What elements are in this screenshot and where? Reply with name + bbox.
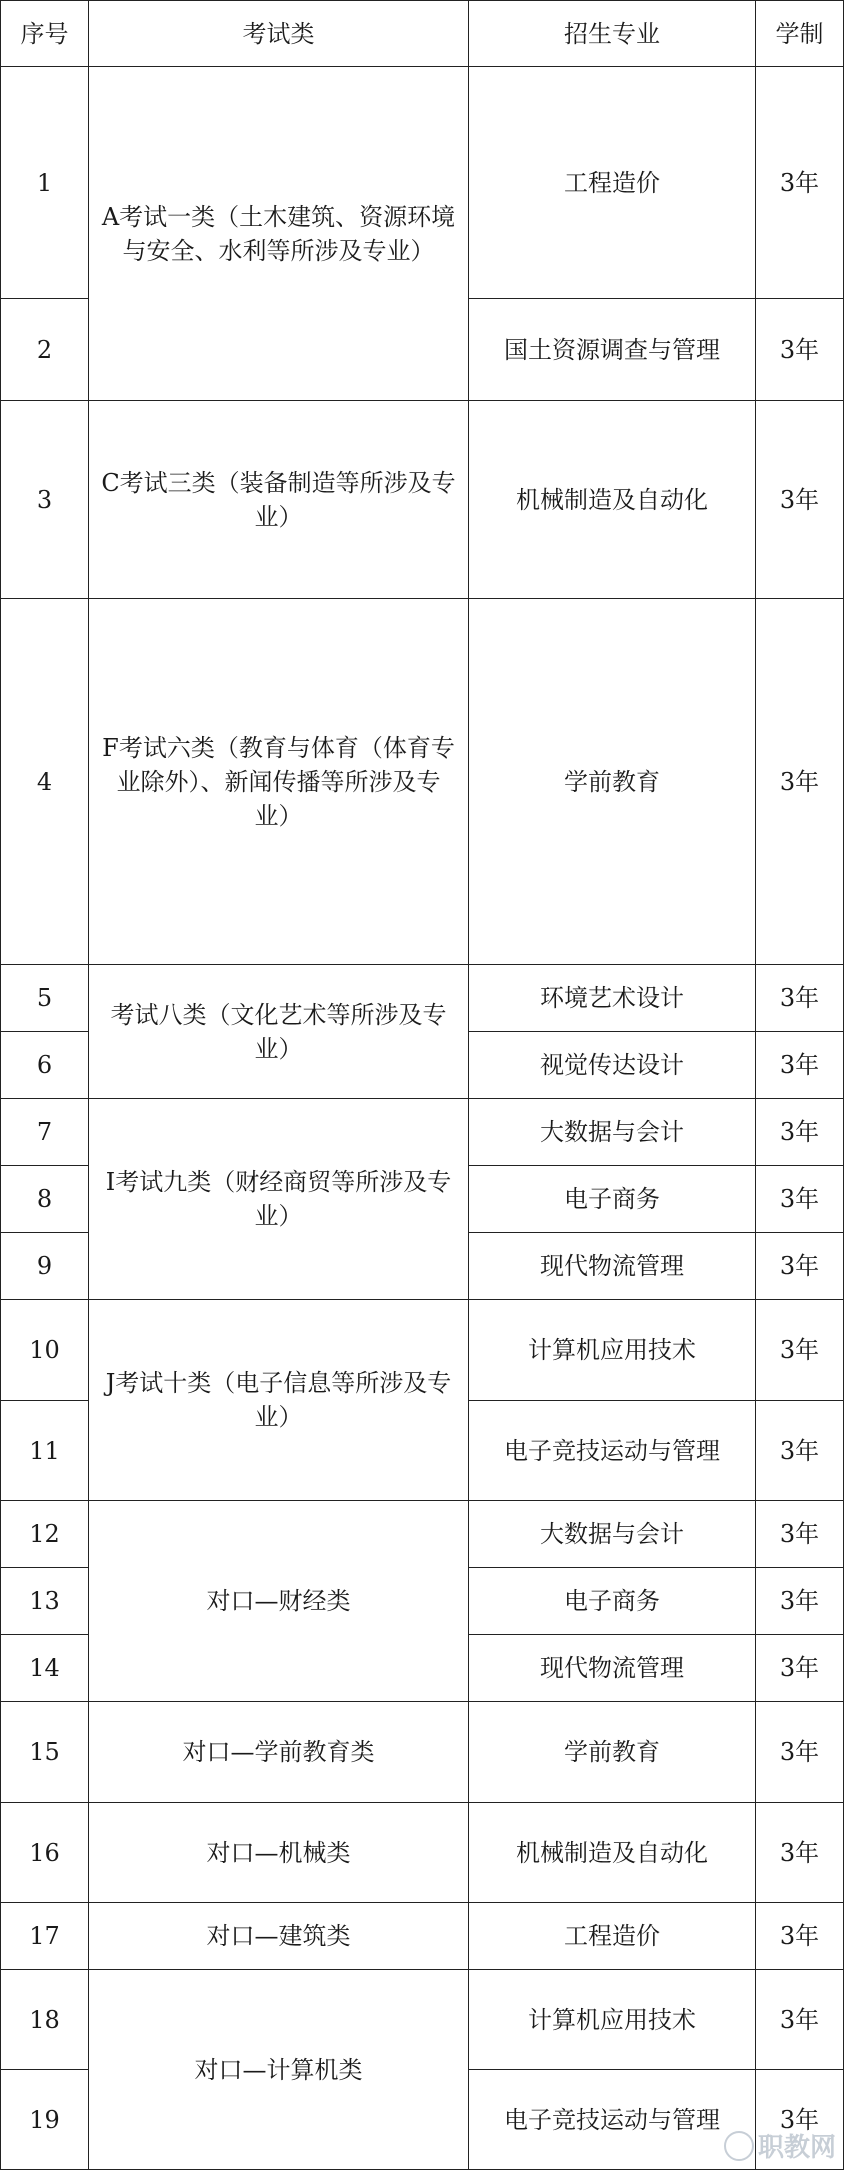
study-years: 3年 [756, 1501, 844, 1568]
table-row [1, 1970, 844, 2070]
study-years: 3年 [756, 1803, 844, 1903]
row-index: 9 [1, 1233, 89, 1300]
major-name: 机械制造及自动化 [469, 1803, 756, 1903]
study-years: 3年 [756, 1970, 844, 2070]
table-row [1, 1501, 844, 1568]
exam-category: 对口—学前教育类 [89, 1702, 469, 1803]
exam-category: 对口—机械类 [89, 1803, 469, 1903]
major-name: 国土资源调查与管理 [469, 299, 756, 401]
major-name: 计算机应用技术 [469, 1970, 756, 2070]
major-name: 视觉传达设计 [469, 1032, 756, 1099]
row-index: 19 [1, 2070, 89, 2170]
study-years: 3年 [756, 599, 844, 965]
exam-category: I考试九类（财经商贸等所涉及专业） [89, 1099, 469, 1300]
major-name: 电子商务 [469, 1166, 756, 1233]
major-name: 电子竞技运动与管理 [469, 2070, 756, 2170]
row-index: 18 [1, 1970, 89, 2070]
study-years: 3年 [756, 2070, 844, 2170]
table-row [1, 67, 844, 299]
major-name: 电子竞技运动与管理 [469, 1401, 756, 1501]
row-index: 17 [1, 1903, 89, 1970]
exam-category: J考试十类（电子信息等所涉及专业） [89, 1300, 469, 1501]
table-header-row [1, 1, 844, 67]
study-years: 3年 [756, 67, 844, 299]
study-years: 3年 [756, 1635, 844, 1702]
major-name: 电子商务 [469, 1568, 756, 1635]
study-years: 3年 [756, 299, 844, 401]
exam-category: 对口—计算机类 [89, 1970, 469, 2170]
header-years: 学制 [756, 1, 844, 67]
exam-category: A考试一类（土木建筑、资源环境与安全、水利等所涉及专业） [89, 67, 469, 401]
table-row [1, 1803, 844, 1903]
study-years: 3年 [756, 1300, 844, 1401]
major-name: 大数据与会计 [469, 1099, 756, 1166]
header-major: 招生专业 [469, 1, 756, 67]
row-index: 5 [1, 965, 89, 1032]
study-years: 3年 [756, 401, 844, 599]
exam-category: F考试六类（教育与体育（体育专业除外）、新闻传播等所涉及专业） [89, 599, 469, 965]
row-index: 15 [1, 1702, 89, 1803]
exam-category: 考试八类（文化艺术等所涉及专业） [89, 965, 469, 1099]
row-index: 1 [1, 67, 89, 299]
row-index: 16 [1, 1803, 89, 1903]
site-watermark [724, 2127, 836, 2164]
major-name: 计算机应用技术 [469, 1300, 756, 1401]
major-name: 大数据与会计 [469, 1501, 756, 1568]
study-years: 3年 [756, 1233, 844, 1300]
row-index: 4 [1, 599, 89, 965]
exam-category: 对口—建筑类 [89, 1903, 469, 1970]
study-years: 3年 [756, 965, 844, 1032]
major-name: 现代物流管理 [469, 1635, 756, 1702]
table-row [1, 1702, 844, 1803]
table-row [1, 1300, 844, 1401]
major-name: 环境艺术设计 [469, 965, 756, 1032]
study-years: 3年 [756, 1032, 844, 1099]
study-years: 3年 [756, 1099, 844, 1166]
major-name: 工程造价 [469, 67, 756, 299]
row-index: 2 [1, 299, 89, 401]
row-index: 12 [1, 1501, 89, 1568]
table-row [1, 401, 844, 599]
row-index: 13 [1, 1568, 89, 1635]
table-row [1, 1099, 844, 1166]
table-row [1, 1903, 844, 1970]
watermark-text: 职教网 [757, 2133, 836, 2163]
row-index: 10 [1, 1300, 89, 1401]
row-index: 8 [1, 1166, 89, 1233]
watermark-logo-icon [724, 2131, 754, 2161]
table-row [1, 599, 844, 965]
study-years: 3年 [756, 1401, 844, 1501]
table-row [1, 965, 844, 1032]
row-index: 7 [1, 1099, 89, 1166]
major-name: 学前教育 [469, 599, 756, 965]
major-name: 学前教育 [469, 1702, 756, 1803]
header-exam-category: 考试类 [89, 1, 469, 67]
study-years: 3年 [756, 1166, 844, 1233]
major-name: 工程造价 [469, 1903, 756, 1970]
major-name: 现代物流管理 [469, 1233, 756, 1300]
study-years: 3年 [756, 1568, 844, 1635]
row-index: 11 [1, 1401, 89, 1501]
major-name: 机械制造及自动化 [469, 401, 756, 599]
row-index: 6 [1, 1032, 89, 1099]
exam-category: C考试三类（装备制造等所涉及专业） [89, 401, 469, 599]
study-years: 3年 [756, 1903, 844, 1970]
header-index: 序号 [1, 1, 89, 67]
study-years: 3年 [756, 1702, 844, 1803]
row-index: 14 [1, 1635, 89, 1702]
exam-category: 对口—财经类 [89, 1501, 469, 1702]
row-index: 3 [1, 401, 89, 599]
